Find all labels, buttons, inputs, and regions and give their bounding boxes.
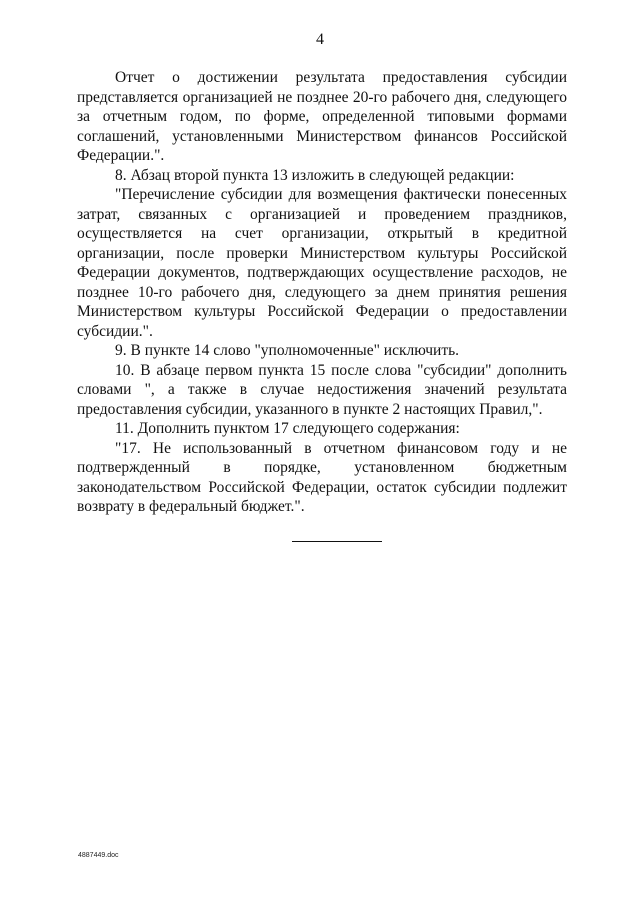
paragraph-item-8-text: "Перечисление субсидии для возмещения фактически понесенных затрат, связанных с организацией и проведением праздников, осуществляется на счет организации, открытый в кредитной организации, после проверки Министерством культуры Российской Федерации документов, подтверждающих осуществление расходов, не позднее 10-го рабочего дня, следующего за днем принятия решения Министерством культуры Российской Федерации о предоставлении субсидии.". xyxy=(77,186,567,340)
paragraph-item-8: 8. Абзац второй пункта 13 изложить в следующей редакции: xyxy=(115,166,515,184)
paragraph-item-9: 9. В пункте 14 слово "уполномоченные" исключить. xyxy=(115,342,460,359)
footer-filename: 4887449.doc xyxy=(78,852,119,859)
paragraph-item-10: 10. В абзаце первом пункта 15 после слова "субсидии" дополнить словами ", а также в случае недостижения значений результата предоставления субсидии, указанного в пункте 2 настоящих Правил,". xyxy=(77,361,567,418)
end-divider xyxy=(292,541,382,542)
paragraph-report-deadline: Отчет о достижении результата предоставления субсидии представляется организацией не позднее 20-го рабочего дня, следующего за отчетным годом, по форме, определенной типовыми формами соглашений, установленными Министерством финансов Российской Федерации.". xyxy=(77,69,567,164)
page-number: 4 xyxy=(316,31,324,48)
paragraph-item-11: 11. Дополнить пунктом 17 следующего содержания: xyxy=(115,420,460,437)
document-body xyxy=(77,68,567,517)
paragraph-item-17-text: "17. Не использованный в отчетном финансовом году и не подтвержденный в порядке, установленном бюджетным законодательством Российской Федерации, остаток субсидии подлежит возврату в федеральный бюджет.". xyxy=(77,439,567,515)
